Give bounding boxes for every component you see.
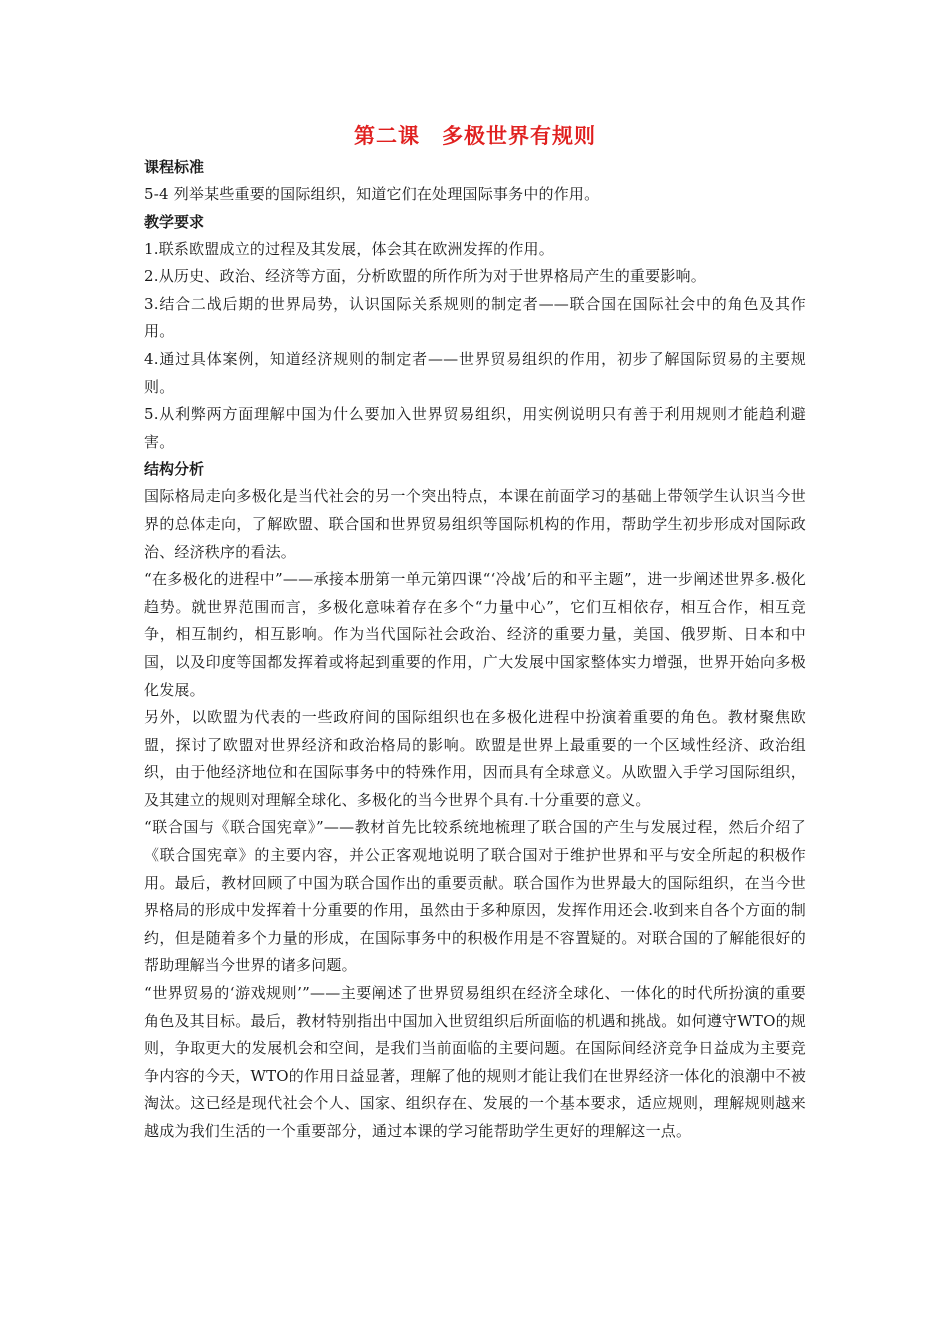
list-item: 4.通过具体案例，知道经济规则的制定者——世界贸易组织的作用，初步了解国际贸易的主要规则。 [144, 349, 806, 396]
paragraph: 5-4 列举某些重要的国际组织，知道它们在处理国际事务中的作用。 [144, 185, 600, 203]
section-structure-analysis [144, 456, 806, 1145]
paragraph: 国际格局走向多极化是当代社会的另一个突出特点，本课在前面学习的基础上带领学生认识当今世界的总体走向，了解欧盟、联合国和世界贸易组织等国际机构的作用，帮助学生初步形成对国际政治、经济秩序的看法。 [144, 487, 806, 561]
lesson-number: 第二课 [354, 124, 420, 148]
paragraph: 另外，以欧盟为代表的一些政府间的国际组织也在多极化进程中扮演着重要的角色。教材聚焦欧盟，探讨了欧盟对世界经济和政治格局的影响。欧盟是世界上最重要的一个区域性经济、政治组织，由于他经济地位和在国际事务中的特殊作用，因而具有全球意义。从欧盟入手学习国际组织，及其建立的规则对理解全球化、多极化的当今世界个具有.十分重要的意义。 [144, 708, 806, 809]
document-page [144, 120, 806, 1146]
section-course-standard [144, 154, 806, 209]
list-item: 2.从历史、政治、经济等方面，分析欧盟的所作所为对于世界格局产生的重要影响。 [144, 267, 706, 286]
section-heading: 教学要求 [144, 212, 205, 231]
paragraph: “联合国与《联合国宪章》”——教材首先比较系统地梳理了联合国的产生与发展过程，然后介绍了《联合国宪章》的主要内容，并公正客观地说明了联合国对于维护世界和平与安全所起的积极作用。最后，教材回顾了中国为联合国作出的重要贡献。联合国作为世界最大的国际组织，在当今世界格局的形成中发挥着十分重要的作用，虽然由于多种原因，发挥作用还会.收到来自各个方面的制约，但是随着多个力量的形成，在国际事务中的积极作用是不容置疑的。对联合国的了解能很好的帮助理解当今世界的诸多问题。 [144, 818, 806, 975]
document-title [144, 120, 806, 152]
list-item: 1.联系欧盟成立的过程及其发展，体会其在欧洲发挥的作用。 [144, 239, 554, 258]
section-heading: 结构分析 [144, 460, 205, 479]
paragraph: “世界贸易的‘游戏规则’”——主要阐述了世界贸易组织在经济全球化、一体化的时代所扮演的重要角色及其目标。最后，教材特别指出中国加入世贸组织后所面临的机遇和挑战。如何遵守WTO的规则，争取更大的发展机会和空间，是我们当前面临的主要问题。在国际间经济竞争日益成为主要竞争内容的今天，WTO的作用日益显著，理解了他的规则才能让我们在世界经济一体化的浪潮中不被淘汰。这已经是现代社会个人、国家、组织存在、发展的一个基本要求，适应规则，理解规则越来越成为我们生活的一个重要部分，通过本课的学习能帮助学生更好的理解这一点。 [144, 984, 806, 1140]
paragraph: “在多极化的进程中”——承接本册第一单元第四课“‘冷战’后的和平主题”，进一步阐述世界多.极化趋势。就世界范围而言，多极化意味着存在多个“力量中心”，它们互相依存，相互合作，相互竞争，相互制约，相互影响。作为当代国际社会政治、经济的重要力量，美国、俄罗斯、日本和中国，以及印度等国都发挥着或将起到重要的作用，广大发展中国家整体实力增强，世界开始向多极化发展。 [144, 570, 806, 699]
section-teaching-requirements [144, 209, 806, 457]
list-item: 3.结合二战后期的世界局势，认识国际关系规则的制定者——联合国在国际社会中的角色及其作用。 [144, 294, 806, 341]
section-heading: 课程标准 [144, 158, 205, 176]
list-item: 5.从利弊两方面理解中国为什么要加入世界贸易组织，用实例说明只有善于利用规则才能趋利避害。 [144, 405, 806, 451]
lesson-title: 多极世界有规则 [442, 124, 596, 148]
